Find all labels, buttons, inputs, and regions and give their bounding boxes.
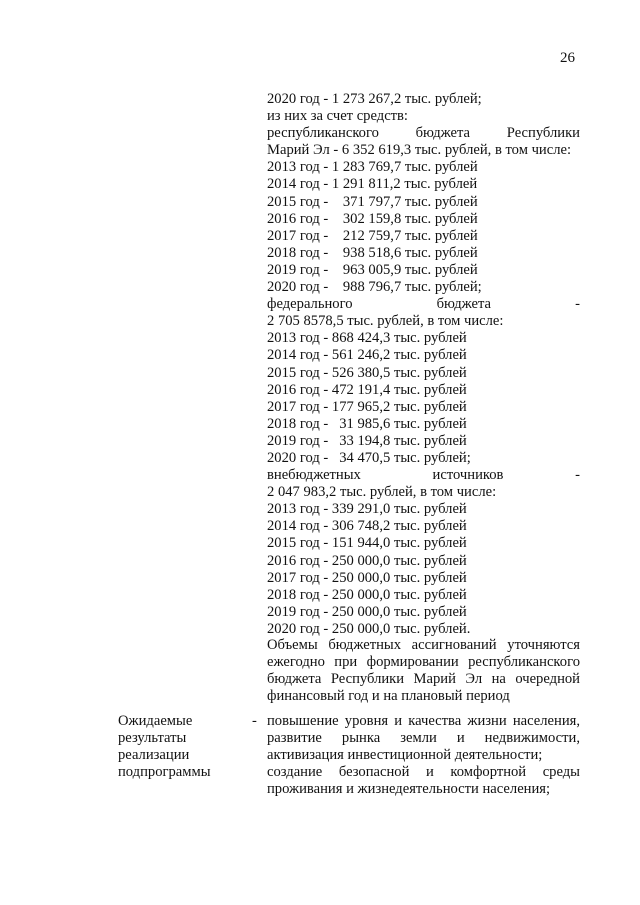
label-line: подпрограммы	[118, 764, 211, 781]
funding-line: 2014 год - 1 291 811,2 тыс. рублей	[267, 176, 478, 193]
note-line: бюджета Республики Марий Эл на очередной	[267, 671, 580, 688]
funding-line: 2019 год - 250 000,0 тыс. рублей	[267, 603, 467, 620]
funding-volumes-block	[267, 91, 580, 638]
result-line: активизация инвестиционной деятельности;	[267, 747, 543, 764]
funding-line: 2020 год - 34 470,5 тыс. рублей;	[267, 449, 471, 466]
funding-line: 2013 год - 339 291,0 тыс. рублей	[267, 501, 467, 518]
funding-line: 2020 год - 988 796,7 тыс. рублей;	[267, 279, 482, 296]
result-line: развитие рынка земли и недвижимости,	[267, 730, 580, 747]
funding-line: федерального бюджета -	[267, 296, 580, 313]
funding-line: 2017 год - 177 965,2 тыс. рублей	[267, 398, 467, 415]
funding-line: 2018 год - 250 000,0 тыс. рублей	[267, 586, 467, 603]
funding-line: 2 047 983,2 тыс. рублей, в том числе:	[267, 484, 497, 501]
funding-line: из них за счет средств:	[267, 108, 408, 125]
funding-line: 2019 год - 963 005,9 тыс. рублей	[267, 261, 478, 278]
funding-line: внебюджетных источников -	[267, 467, 580, 484]
funding-line: 2017 год - 250 000,0 тыс. рублей	[267, 569, 467, 586]
funding-line: 2020 год - 1 273 267,2 тыс. рублей;	[267, 91, 482, 107]
result-line: проживания и жизнедеятельности населения;	[267, 781, 551, 798]
funding-line: 2016 год - 302 159,8 тыс. рублей	[267, 210, 478, 227]
funding-line: Марий Эл - 6 352 619,3 тыс. рублей, в том числе:	[267, 142, 572, 159]
funding-line: 2015 год - 151 944,0 тыс. рублей	[267, 535, 467, 552]
expected-results-label	[118, 713, 248, 781]
note-line: финансовый год и на плановый период	[267, 688, 510, 705]
allocations-note-block	[267, 637, 580, 705]
expected-results-block	[267, 713, 580, 798]
funding-line: 2016 год - 250 000,0 тыс. рублей	[267, 552, 467, 569]
label-line: Ожидаемые	[118, 713, 193, 729]
funding-line: 2019 год - 33 194,8 тыс. рублей	[267, 432, 467, 449]
funding-line: 2 705 8578,5 тыс. рублей, в том числе:	[267, 313, 504, 330]
funding-line: 2013 год - 1 283 769,7 тыс. рублей	[267, 159, 478, 176]
funding-line: 2016 год - 472 191,4 тыс. рублей	[267, 381, 467, 398]
funding-line: 2015 год - 526 380,5 тыс. рублей	[267, 364, 467, 381]
funding-line: 2020 год - 250 000,0 тыс. рублей.	[267, 620, 471, 637]
funding-line: республиканского бюджета Республики	[267, 125, 580, 142]
funding-line: 2014 год - 306 748,2 тыс. рублей	[267, 518, 467, 535]
funding-line: 2018 год - 938 518,6 тыс. рублей	[267, 244, 478, 261]
funding-line: 2014 год - 561 246,2 тыс. рублей	[267, 347, 467, 364]
label-line: реализации	[118, 747, 190, 764]
note-line: Объемы бюджетных ассигнований уточняются	[267, 637, 580, 653]
funding-line: 2013 год - 868 424,3 тыс. рублей	[267, 330, 467, 347]
label-dash: -	[252, 713, 257, 729]
funding-line: 2015 год - 371 797,7 тыс. рублей	[267, 193, 478, 210]
label-line: результаты	[118, 730, 187, 747]
result-line: повышение уровня и качества жизни населения,	[267, 713, 580, 729]
note-line: ежегодно при формировании республиканского	[267, 654, 580, 671]
page-number: 26	[560, 50, 575, 66]
result-line: создание безопасной и комфортной среды	[267, 764, 580, 781]
funding-line: 2017 год - 212 759,7 тыс. рублей	[267, 227, 478, 244]
funding-line: 2018 год - 31 985,6 тыс. рублей	[267, 415, 467, 432]
